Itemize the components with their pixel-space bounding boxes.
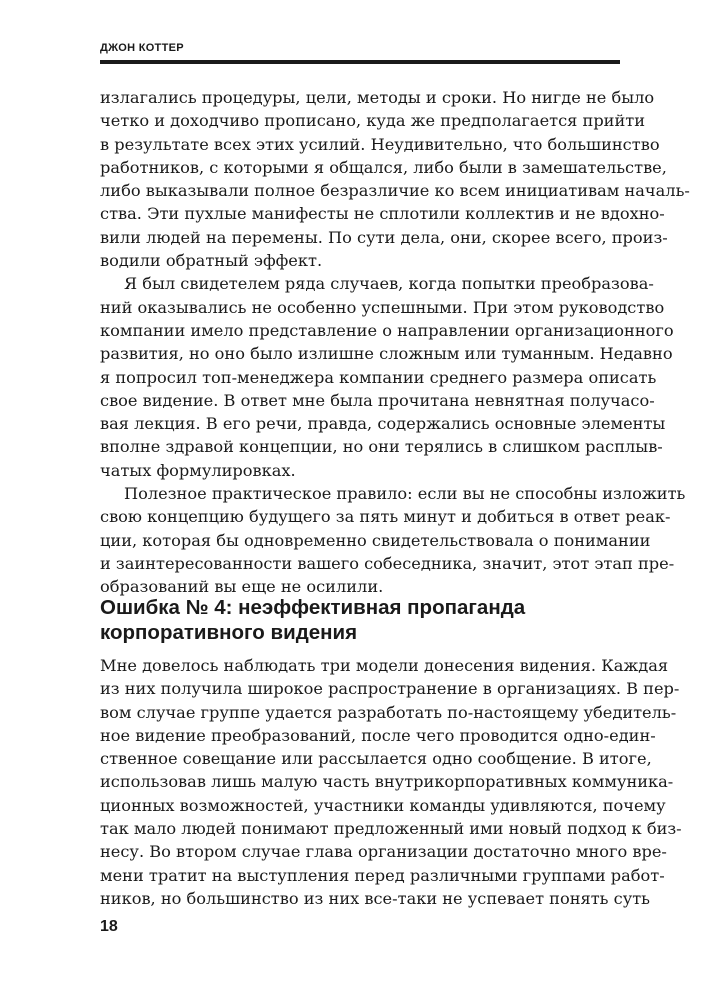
- heading-line: Ошибка № 4: неэффективная пропаганда: [100, 596, 526, 619]
- text-line: свою концепцию будущего за пять минут и добиться в ответ реак-: [100, 507, 671, 527]
- section-heading: [100, 596, 622, 645]
- text-line: свое видение. В ответ мне была прочитана невнятная получасо-: [100, 390, 655, 410]
- text-line: водили обратный эффект.: [100, 251, 323, 271]
- text-line: вом случае группе удается разработать по-настоящему убедитель-: [100, 702, 677, 722]
- heading-line: корпоративного видения: [100, 620, 358, 644]
- text-line: излагались процедуры, цели, методы и сроки. Но нигде не было: [100, 88, 655, 107]
- text-line: и заинтересованности вашего собеседника, значит, этот этап пре-: [100, 553, 675, 573]
- text-line: ционных возможностей, участники команды удивляются, почему: [100, 795, 666, 815]
- body-text: [100, 86, 690, 599]
- paragraph: [100, 482, 686, 598]
- text-line: вполне здравой концепции, но они терялись в слишком расплыв-: [100, 437, 663, 457]
- text-line: ции, которая бы одновременно свидетельствовала о понимании: [100, 530, 651, 550]
- text-line: я попросил топ-менеджера компании среднего размера описать: [100, 367, 657, 387]
- text-line: компании имело представление о направлении организационного: [100, 320, 674, 340]
- section-body: [100, 654, 682, 910]
- text-line: ников, но большинство из них все-таки не успевает понять суть: [100, 888, 650, 908]
- running-head: ДЖОН КОТТЕР: [100, 42, 184, 54]
- text-line: ное видение преобразований, после чего проводится одно-един-: [100, 725, 656, 745]
- header-rule: [100, 60, 620, 64]
- text-line: Мне довелось наблюдать три модели донесения видения. Каждая: [100, 656, 669, 675]
- text-line: образований вы еще не осилили.: [100, 577, 384, 597]
- text-line: либо выказывали полное безразличие ко всем инициативам началь-: [100, 181, 690, 201]
- text-line: мени тратит на выступления перед различными группами работ-: [100, 865, 665, 885]
- text-line: вили людей на перемены. По сути дела, они, скорее всего, произ-: [100, 227, 668, 247]
- text-line: чатых формулировках.: [100, 460, 296, 480]
- text-line: ства. Эти пухлые манифесты не сплотили коллектив и не вдохно-: [100, 204, 665, 224]
- text-line: Я был свидетелем ряда случаев, когда попытки преобразова-: [124, 274, 654, 294]
- text-line: Полезное практическое правило: если вы не способны изложить: [124, 484, 686, 504]
- text-line: использовав лишь малую часть внутрикорпоративных коммуника-: [100, 772, 674, 792]
- text-line: вая лекция. В его речи, правда, содержались основные элементы: [100, 414, 666, 434]
- text-line: работников, с которыми я общался, либо были в замешательстве,: [100, 157, 667, 177]
- text-line: развития, но оно было излишне сложным или туманным. Недавно: [100, 344, 673, 364]
- text-line: ний оказывались не особенно успешными. При этом руководство: [100, 297, 665, 317]
- text-line: несу. Во втором случае глава организации достаточно много вре-: [100, 842, 667, 862]
- text-line: из них получила широкое распространение в организациях. В пер-: [100, 679, 680, 699]
- paragraph: [100, 86, 690, 272]
- text-line: в результате всех этих усилий. Неудивительно, что большинство: [100, 134, 660, 154]
- text-line: ственное совещание или рассылается одно сообщение. В итоге,: [100, 749, 652, 769]
- text-line: так мало людей понимают предложенный ими новый подход к биз-: [100, 819, 682, 839]
- paragraph: [100, 272, 674, 482]
- text-line: четко и доходчиво прописано, куда же предполагается прийти: [100, 111, 646, 131]
- page-number: 18: [100, 918, 118, 935]
